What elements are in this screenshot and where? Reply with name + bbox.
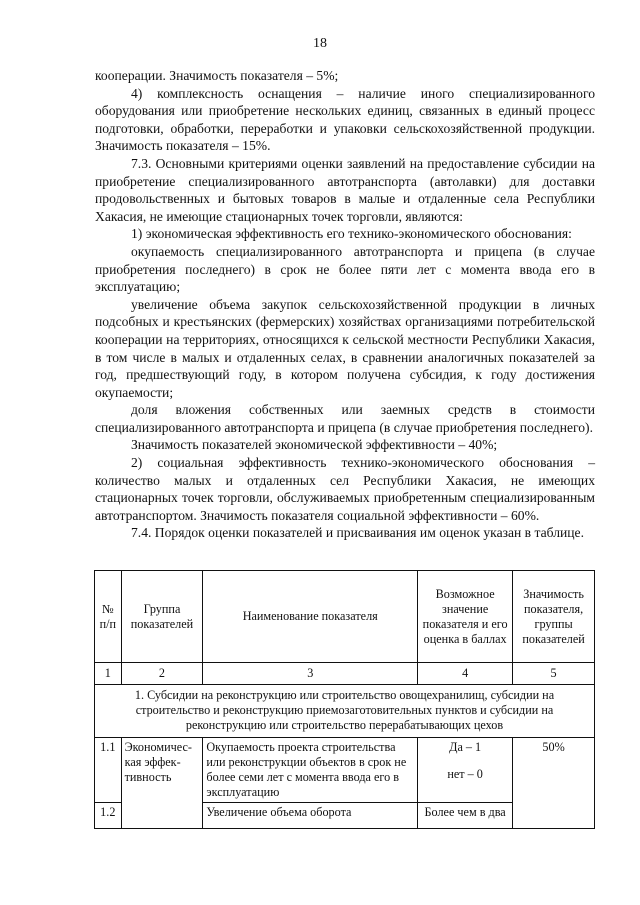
value-cell: Более чем в два xyxy=(418,803,513,829)
header-cell: Группа показателей xyxy=(121,571,203,663)
column-number: 4 xyxy=(418,663,513,685)
header-cell: Значимость показателя, группы показателей xyxy=(513,571,595,663)
paragraph: увеличение объема закупок сельскохозяйственной продукции в личных подсобных и крестьянских (фермерских) хозяйствах организациями потребительской кооперации на территориях, относящихся к сельской местности Республики Хакасия, в том числе в малых и отдаленных селах, в сравнении аналогичных показателей за год, предшествующий году, в котором получена субсидия, к году достижения окупаемости; xyxy=(95,296,595,400)
paragraph: 1) экономическая эффективность его технико-экономического обоснования: xyxy=(131,226,572,242)
column-number: 1 xyxy=(95,663,122,685)
table-header-row xyxy=(95,571,595,663)
row-number: 1.1 xyxy=(95,738,122,803)
table-row xyxy=(95,738,595,803)
paragraph: 7.4. Порядок оценки показателей и присваивания им оценок указан в таблице. xyxy=(131,525,584,541)
value-yes: Да – 1 xyxy=(449,740,482,754)
section-row xyxy=(95,685,595,738)
value-no: нет – 0 xyxy=(447,767,483,781)
paragraph: доля вложения собственных или заемных средств в стоимости специализированного автотранспорта и прицепа (в случае приобретения последнего). xyxy=(95,402,595,435)
paragraph: Значимость показателей экономической эффективности – 40%; xyxy=(131,437,498,453)
column-number: 2 xyxy=(121,663,203,685)
indicator-name: Окупаемость проекта строительства или реконструкции объектов в срок не более семи лет с момента ввода его в эксплуатацию xyxy=(203,738,418,803)
header-cell: № п/п xyxy=(95,571,122,663)
section-title: 1. Субсидии на реконструкцию или строительство овощехранилищ, субсидии на строительство и реконструкцию приемозаготовительных пунктов и субсидии на реконструкцию или строительство перерабатывающих цехов xyxy=(95,685,595,738)
criteria-table xyxy=(94,570,595,829)
weight-cell: 50% xyxy=(513,738,595,829)
column-number-row xyxy=(95,663,595,685)
document-body xyxy=(95,67,595,542)
column-number: 5 xyxy=(513,663,595,685)
header-cell: Возможное значение показателя и его оценка в баллах xyxy=(418,571,513,663)
column-number: 3 xyxy=(203,663,418,685)
value-cell xyxy=(418,738,513,803)
page-number: 18 xyxy=(313,36,327,51)
paragraph: 4) комплексность оснащения – наличие иного специализированного оборудования или приобретение нескольких единиц, связанных в единый процесс подготовки, обработки, переработки и упаковки сельскохозяйственной продукции. Значимость показателя – 15%. xyxy=(95,85,595,154)
paragraph: 2) социальная эффективность технико-экономического обоснования – количество малых и отдаленных сел Республики Хакасия, не имеющих стационарных точек торговли, обслуживаемых приобретенным специализированным автотранспортом. Значимость показателя социальной эффективности – 60%. xyxy=(95,455,595,523)
header-cell: Наименование показателя xyxy=(203,571,418,663)
row-number: 1.2 xyxy=(95,803,122,829)
paragraph: окупаемость специализированного автотранспорта и прицепа (в случае приобретения последнего) в срок не более пяти лет с момента ввода его в эксплуатацию; xyxy=(95,243,595,295)
group-cell: Экономичес-кая эффек-тивность xyxy=(121,738,203,829)
paragraph: 7.3. Основными критериями оценки заявлений на предоставление субсидии на приобретение специализированного автотранспорта (автолавки) для доставки продовольственных и бытовых товаров в малые и отдаленные села Республики Хакасия, не имеющие стационарных точек торговли, являются: xyxy=(95,155,595,224)
paragraph: кооперации. Значимость показателя – 5%; xyxy=(95,68,339,83)
indicator-name: Увеличение объема оборота xyxy=(203,803,418,829)
